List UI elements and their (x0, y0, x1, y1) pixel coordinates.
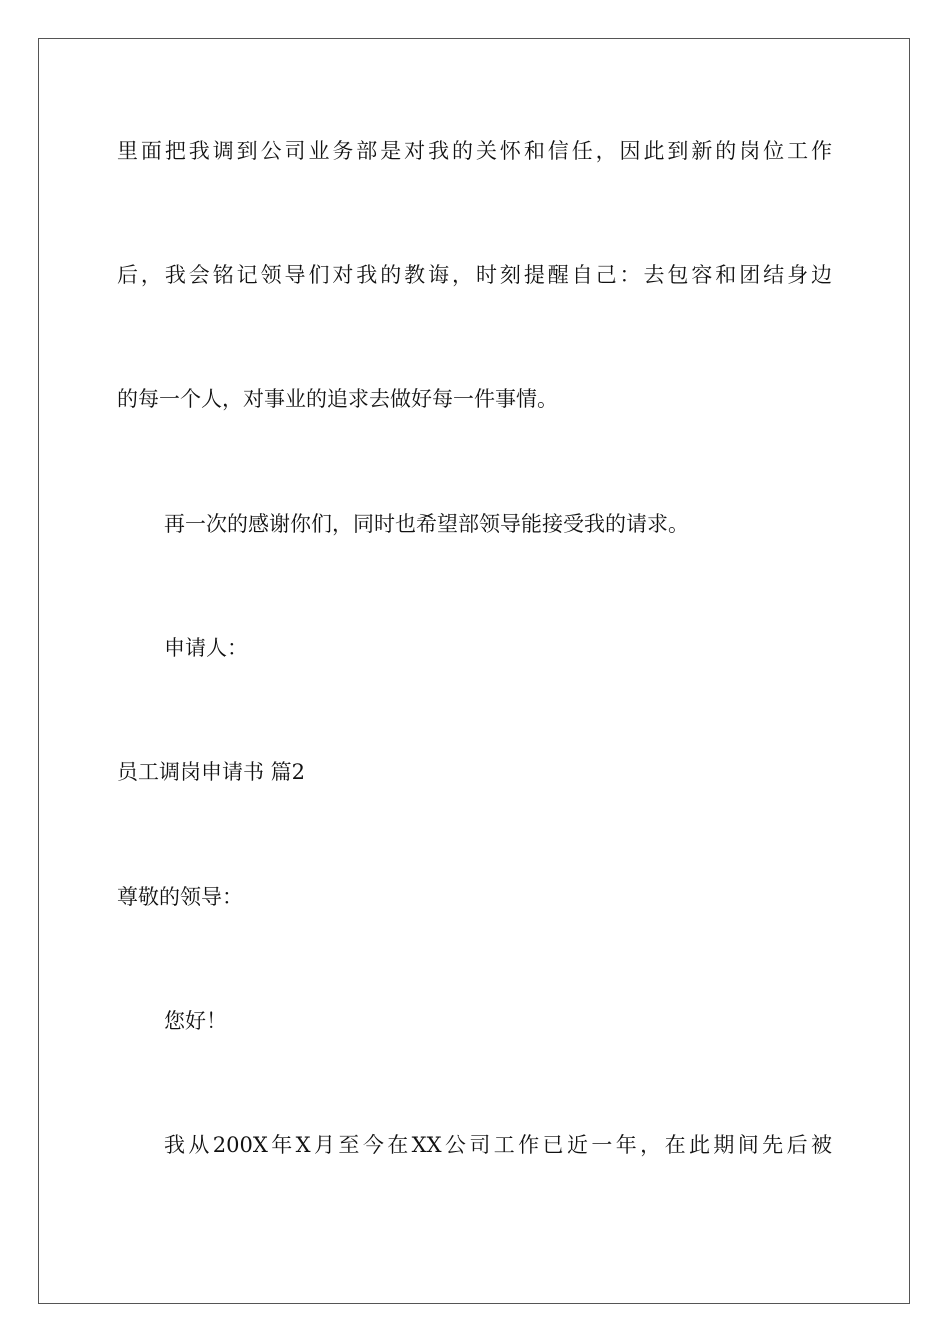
body-paragraph-start: 我从200X年X月至今在XX公司工作已近一年，在此期间先后被 (164, 1133, 832, 1157)
paragraph-line-3: 的每一个人，对事业的追求去做好每一件事情。 (117, 387, 558, 411)
paragraph-line-2: 后，我会铭记领导们对我的教诲，时刻提醒自己：去包容和团结身边 (117, 263, 832, 287)
page-border (38, 38, 910, 1304)
greeting: 您好！ (164, 1009, 227, 1033)
applicant-label: 申请人： (164, 636, 248, 660)
thanks-paragraph: 再一次的感谢你们，同时也希望部领导能接受我的请求。 (164, 512, 689, 536)
section-title: 员工调岗申请书 篇2 (117, 760, 306, 784)
salutation: 尊敬的领导： (117, 885, 243, 909)
paragraph-line-1: 里面把我调到公司业务部是对我的关怀和信任，因此到新的岗位工作 (117, 139, 832, 163)
